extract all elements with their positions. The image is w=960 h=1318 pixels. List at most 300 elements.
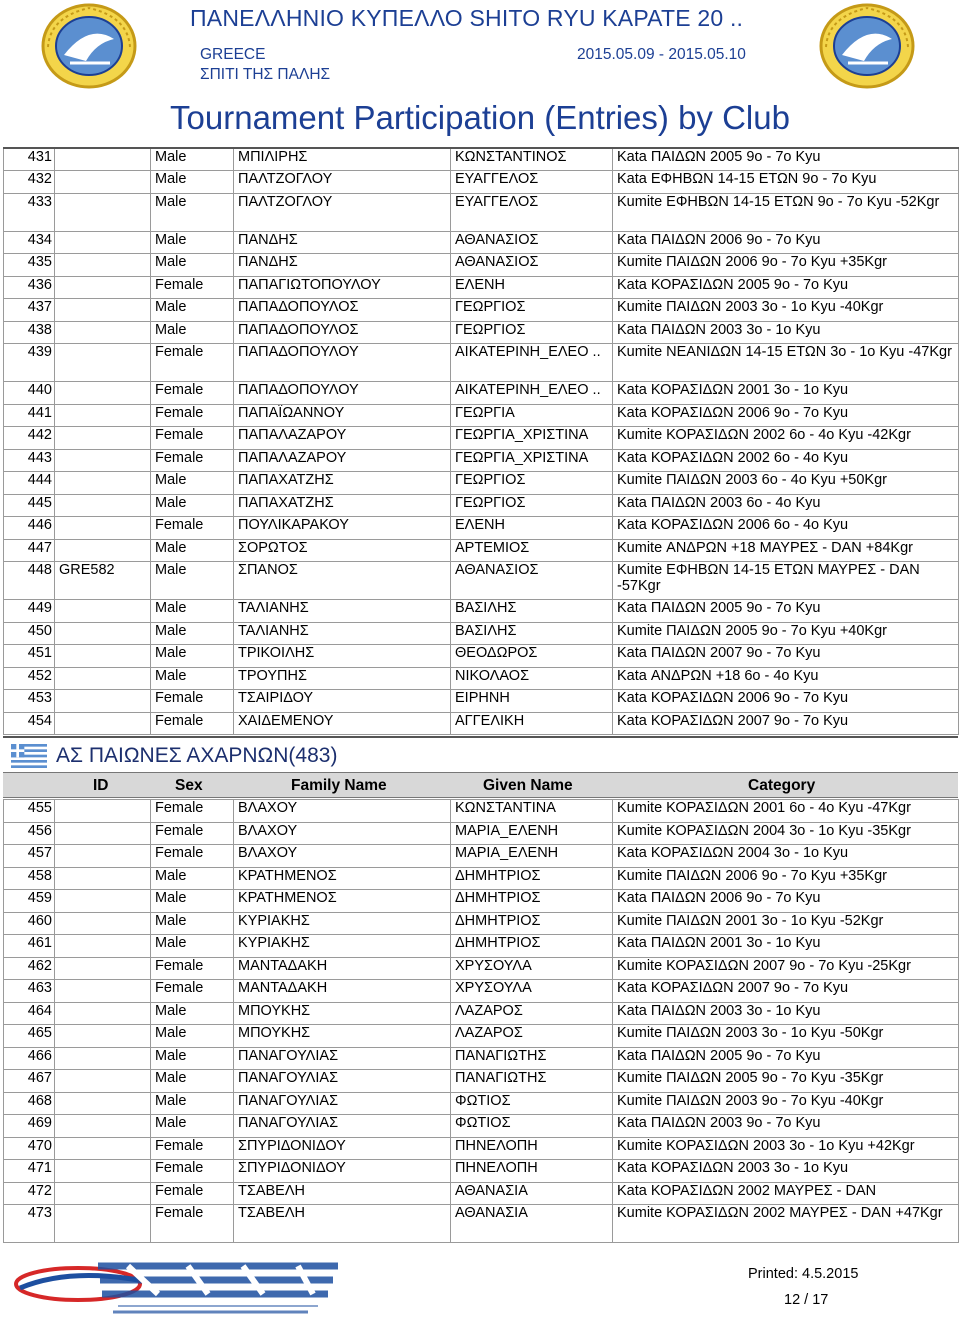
entry-category: Kata ΚΟΡΑΣΙΔΩΝ 2001 3ο - 1ο Kyu — [613, 382, 959, 405]
entry-category: Kata ΚΟΡΑΣΙΔΩΝ 2002 ΜΑΥΡΕΣ - DAN — [613, 1182, 959, 1205]
entry-given-name: ΑΘΑΝΑΣΙΑ — [451, 1182, 613, 1205]
entry-given-name: ΓΕΩΡΓΙΟΣ — [451, 321, 613, 344]
event-title: ΠΑΝΕΛΛΗΝΙΟ ΚΥΠΕΛΛΟ SHITO RYU ΚΑΡΑΤΕ 20 .. — [190, 5, 744, 31]
entry-code — [55, 1070, 151, 1093]
entry-id: 444 — [4, 472, 55, 495]
entry-sex: Male — [151, 667, 234, 690]
entry-given-name: ΧΡΥΣΟΥΛΑ — [451, 957, 613, 980]
entry-family-name: ΠΑΠΑΔΟΠΟΥΛΟΣ — [234, 321, 451, 344]
entry-category: Kumite ΑΝΔΡΩΝ +18 ΜΑΥΡΕΣ - DAN +84Kgr — [613, 539, 959, 562]
table-row — [4, 254, 959, 277]
entry-category: Kata ΚΟΡΑΣΙΔΩΝ 2002 6ο - 4ο Kyu — [613, 449, 959, 472]
entry-id: 450 — [4, 622, 55, 645]
entry-given-name: ΓΕΩΡΓΙΑ_ΧΡΙΣΤΙΝΑ — [451, 427, 613, 450]
entry-family-name: ΠΑΛΤΖΟΓΛΟΥ — [234, 193, 451, 231]
entry-category: Kata ΠΑΙΔΩΝ 2005 9ο - 7ο Kyu — [613, 148, 959, 171]
entry-id: 469 — [4, 1115, 55, 1138]
entry-id: 432 — [4, 171, 55, 194]
entry-given-name: ΔΗΜΗΤΡΙΟΣ — [451, 935, 613, 958]
entry-sex: Male — [151, 935, 234, 958]
entry-id: 472 — [4, 1182, 55, 1205]
entry-sex: Female — [151, 822, 234, 845]
entry-category: Kumite ΕΦΗΒΩΝ 14-15 ΕΤΩΝ 9ο - 7ο Kyu -52Kgr — [613, 193, 959, 231]
entry-category: Kata ΠΑΙΔΩΝ 2006 9ο - 7ο Kyu — [613, 231, 959, 254]
entry-given-name: ΕΥΑΓΓΕΛΟΣ — [451, 193, 613, 231]
entry-family-name: ΜΠΟΥΚΗΣ — [234, 1025, 451, 1048]
entry-category: Kumite ΠΑΙΔΩΝ 2003 3ο - 1ο Kyu -50Kgr — [613, 1025, 959, 1048]
entry-family-name: ΠΑΠΑΛΑΖΑΡΟΥ — [234, 427, 451, 450]
entry-code — [55, 299, 151, 322]
table-row — [4, 912, 959, 935]
entry-family-name: ΚΥΡΙΑΚΗΣ — [234, 912, 451, 935]
entry-given-name: ΠΗΝΕΛΟΠΗ — [451, 1160, 613, 1183]
entry-sex: Female — [151, 980, 234, 1003]
entry-family-name: ΤΣΑΒΕΛΗ — [234, 1205, 451, 1243]
column-header-sex: Sex — [175, 777, 203, 794]
entry-family-name: ΠΑΠΑΪΩΑΝΝΟΥ — [234, 404, 451, 427]
entry-code — [55, 254, 151, 277]
table-row — [4, 1092, 959, 1115]
entry-family-name: ΠΑΠΑΛΑΖΑΡΟΥ — [234, 449, 451, 472]
entry-sex: Male — [151, 1092, 234, 1115]
entry-id: 443 — [4, 449, 55, 472]
entry-sex: Male — [151, 299, 234, 322]
entry-code — [55, 800, 151, 823]
entry-sex: Female — [151, 845, 234, 868]
entry-code — [55, 867, 151, 890]
entry-code — [55, 517, 151, 540]
entry-sex: Female — [151, 344, 234, 382]
entry-code — [55, 622, 151, 645]
entry-family-name: ΚΡΑΤΗΜΕΝΟΣ — [234, 890, 451, 913]
entry-code — [55, 148, 151, 171]
entry-family-name: ΠΑΝΑΓΟΥΛΙΑΣ — [234, 1115, 451, 1138]
entry-sex: Male — [151, 1025, 234, 1048]
entry-family-name: ΤΣΑΙΡΙΔΟΥ — [234, 690, 451, 713]
club-section-header — [3, 736, 958, 772]
entry-family-name: ΜΑΝΤΑΔΑΚΗ — [234, 980, 451, 1003]
entry-category: Kumite ΚΟΡΑΣΙΔΩΝ 2007 9ο - 7ο Kyu -25Kgr — [613, 957, 959, 980]
entry-id: 446 — [4, 517, 55, 540]
entry-code — [55, 1205, 151, 1243]
entry-category: Kata ΠΑΙΔΩΝ 2003 3ο - 1ο Kyu — [613, 321, 959, 344]
entry-id: 433 — [4, 193, 55, 231]
entry-id: 452 — [4, 667, 55, 690]
entry-id: 462 — [4, 957, 55, 980]
entry-category: Kata ΚΟΡΑΣΙΔΩΝ 2004 3ο - 1ο Kyu — [613, 845, 959, 868]
entry-category: Kata ΚΟΡΑΣΙΔΩΝ 2007 9ο - 7ο Kyu — [613, 712, 959, 735]
entry-id: 473 — [4, 1205, 55, 1243]
entry-sex: Female — [151, 449, 234, 472]
entry-id: 453 — [4, 690, 55, 713]
entry-category: Kata ΠΑΙΔΩΝ 2006 9ο - 7ο Kyu — [613, 890, 959, 913]
entry-code: GRE582 — [55, 562, 151, 600]
table-row — [4, 1115, 959, 1138]
entry-family-name: ΒΛΑΧΟΥ — [234, 845, 451, 868]
entry-code — [55, 1025, 151, 1048]
entry-code — [55, 276, 151, 299]
entry-category: Kumite ΚΟΡΑΣΙΔΩΝ 2001 6ο - 4ο Kyu -47Kgr — [613, 800, 959, 823]
entry-category: Kumite ΠΑΙΔΩΝ 2001 3ο - 1ο Kyu -52Kgr — [613, 912, 959, 935]
entry-id: 466 — [4, 1047, 55, 1070]
table-row — [4, 193, 959, 231]
table-row — [4, 171, 959, 194]
entry-sex: Male — [151, 912, 234, 935]
entry-code — [55, 980, 151, 1003]
entry-category: Kata ΠΑΙΔΩΝ 2003 9ο - 7ο Kyu — [613, 1115, 959, 1138]
table-row — [4, 1182, 959, 1205]
entry-family-name: ΠΑΛΤΖΟΓΛΟΥ — [234, 171, 451, 194]
entry-family-name: ΜΠΟΥΚΗΣ — [234, 1002, 451, 1025]
entry-code — [55, 1160, 151, 1183]
entry-sex: Female — [151, 957, 234, 980]
entry-category: Kumite ΝΕΑΝΙΔΩΝ 14-15 ΕΤΩΝ 3ο - 1ο Kyu -47Kgr — [613, 344, 959, 382]
entry-given-name: ΛΑΖΑΡΟΣ — [451, 1025, 613, 1048]
entry-code — [55, 1092, 151, 1115]
entry-given-name: ΑΘΑΝΑΣΙΟΣ — [451, 231, 613, 254]
entry-family-name: ΣΠΥΡΙΔΟΝΙΔΟΥ — [234, 1160, 451, 1183]
entry-id: 445 — [4, 494, 55, 517]
entry-given-name: ΧΡΥΣΟΥΛΑ — [451, 980, 613, 1003]
entry-sex: Female — [151, 1160, 234, 1183]
entry-category: Kata ΠΑΙΔΩΝ 2003 3ο - 1ο Kyu — [613, 1002, 959, 1025]
entry-category: Kumite ΠΑΙΔΩΝ 2003 6ο - 4ο Kyu +50Kgr — [613, 472, 959, 495]
entry-id: 449 — [4, 600, 55, 623]
table-row — [4, 231, 959, 254]
entry-sex: Female — [151, 800, 234, 823]
entry-given-name: ΦΩΤΙΟΣ — [451, 1115, 613, 1138]
entry-category: Kumite ΕΦΗΒΩΝ 14-15 ΕΤΩΝ ΜΑΥΡΕΣ - DAN -57Kgr — [613, 562, 959, 600]
entry-code — [55, 822, 151, 845]
entry-given-name: ΑΙΚΑΤΕΡΙΝΗ_ΕΛΕΟ .. — [451, 382, 613, 405]
entry-sex: Female — [151, 276, 234, 299]
entry-given-name: ΑΓΓΕΛΙΚΗ — [451, 712, 613, 735]
entry-id: 460 — [4, 912, 55, 935]
entry-category: Kumite ΚΟΡΑΣΙΔΩΝ 2004 3ο - 1ο Kyu -35Kgr — [613, 822, 959, 845]
entry-id: 465 — [4, 1025, 55, 1048]
entries-table-bottom — [3, 799, 959, 1243]
entry-code — [55, 193, 151, 231]
greece-flag-icon — [9, 744, 49, 768]
entry-given-name: ΚΩΝΣΤΑΝΤΙΝΑ — [451, 800, 613, 823]
entry-category: Kumite ΠΑΙΔΩΝ 2003 3ο - 1ο Kyu -40Kgr — [613, 299, 959, 322]
entry-category: Kata ΚΟΡΑΣΙΔΩΝ 2005 9ο - 7ο Kyu — [613, 276, 959, 299]
entry-id: 459 — [4, 890, 55, 913]
entry-given-name: ΑΘΑΝΑΣΙΟΣ — [451, 254, 613, 277]
entry-family-name: ΤΣΑΒΕΛΗ — [234, 1182, 451, 1205]
table-row — [4, 449, 959, 472]
entry-category: Kata ΚΟΡΑΣΙΔΩΝ 2006 9ο - 7ο Kyu — [613, 690, 959, 713]
entry-category: Kata ΠΑΙΔΩΝ 2001 3ο - 1ο Kyu — [613, 935, 959, 958]
entry-sex: Male — [151, 171, 234, 194]
federation-logo-left-icon — [40, 3, 138, 89]
table-row — [4, 645, 959, 668]
entry-code — [55, 344, 151, 382]
entry-given-name: ΑΘΑΝΑΣΙΑ — [451, 1205, 613, 1243]
entry-family-name: ΣΠΑΝΟΣ — [234, 562, 451, 600]
entry-given-name: ΔΗΜΗΤΡΙΟΣ — [451, 890, 613, 913]
entry-id: 463 — [4, 980, 55, 1003]
entry-id: 437 — [4, 299, 55, 322]
entry-given-name: ΓΕΩΡΓΙΑ — [451, 404, 613, 427]
entry-given-name: ΠΑΝΑΓΙΩΤΗΣ — [451, 1047, 613, 1070]
entry-family-name: ΚΥΡΙΑΚΗΣ — [234, 935, 451, 958]
table-row — [4, 539, 959, 562]
entry-category: Kata ΚΟΡΑΣΙΔΩΝ 2006 9ο - 7ο Kyu — [613, 404, 959, 427]
table-row — [4, 1205, 959, 1243]
entry-family-name: ΤΑΛΙΑΝΗΣ — [234, 622, 451, 645]
table-row — [4, 1047, 959, 1070]
entry-code — [55, 472, 151, 495]
entry-given-name: ΚΩΝΣΤΑΝΤΙΝΟΣ — [451, 148, 613, 171]
table-row — [4, 957, 959, 980]
entry-given-name: ΕΛΕΝΗ — [451, 517, 613, 540]
table-row — [4, 321, 959, 344]
entry-category: Kumite ΚΟΡΑΣΙΔΩΝ 2002 6ο - 4ο Kyu -42Kgr — [613, 427, 959, 450]
entry-category: Kata ΑΝΔΡΩΝ +18 6ο - 4ο Kyu — [613, 667, 959, 690]
entry-family-name: ΚΡΑΤΗΜΕΝΟΣ — [234, 867, 451, 890]
entry-sex: Male — [151, 890, 234, 913]
entry-category: Kumite ΠΑΙΔΩΝ 2005 9ο - 7ο Kyu +40Kgr — [613, 622, 959, 645]
entry-category: Kata ΕΦΗΒΩΝ 14-15 ΕΤΩΝ 9ο - 7ο Kyu — [613, 171, 959, 194]
table-row — [4, 667, 959, 690]
entry-id: 436 — [4, 276, 55, 299]
entry-sex: Female — [151, 1182, 234, 1205]
entry-given-name: ΜΑΡΙΑ_ΕΛΕΝΗ — [451, 822, 613, 845]
entry-family-name: ΠΑΠΑΔΟΠΟΥΛΟΥ — [234, 382, 451, 405]
entry-sex: Male — [151, 600, 234, 623]
entry-id: 439 — [4, 344, 55, 382]
entry-category: Kumite ΠΑΙΔΩΝ 2005 9ο - 7ο Kyu -35Kgr — [613, 1070, 959, 1093]
table-row — [4, 622, 959, 645]
column-header-given-name: Given Name — [483, 777, 573, 794]
table-row — [4, 404, 959, 427]
entry-family-name: ΠΑΝΑΓΟΥΛΙΑΣ — [234, 1047, 451, 1070]
club-name: ΑΣ ΠΑΙΩΝΕΣ ΑΧΑΡΝΩΝ(483) — [56, 744, 338, 767]
entry-family-name: ΠΑΝΑΓΟΥΛΙΑΣ — [234, 1070, 451, 1093]
entry-id: 455 — [4, 800, 55, 823]
table-row — [4, 1070, 959, 1093]
event-country: GREECE — [200, 46, 266, 63]
entry-family-name: ΤΡΟΥΠΗΣ — [234, 667, 451, 690]
entry-code — [55, 539, 151, 562]
entry-given-name: ΔΗΜΗΤΡΙΟΣ — [451, 912, 613, 935]
entry-category: Kumite ΠΑΙΔΩΝ 2003 9ο - 7ο Kyu -40Kgr — [613, 1092, 959, 1115]
entry-id: 470 — [4, 1137, 55, 1160]
table-row — [4, 517, 959, 540]
federation-logo-right-icon — [818, 3, 916, 89]
table-row — [4, 890, 959, 913]
entry-family-name: ΠΑΠΑΧΑΤΖΗΣ — [234, 472, 451, 495]
entry-given-name: ΘΕΟΔΩΡΟΣ — [451, 645, 613, 668]
entry-sex: Female — [151, 427, 234, 450]
entry-family-name: ΠΑΠΑΔΟΠΟΥΛΟΣ — [234, 299, 451, 322]
entries-table-top — [3, 147, 959, 735]
entry-given-name: ΑΘΑΝΑΣΙΟΣ — [451, 562, 613, 600]
entry-code — [55, 427, 151, 450]
entry-given-name: ΓΕΩΡΓΙΟΣ — [451, 494, 613, 517]
entry-code — [55, 712, 151, 735]
entry-code — [55, 1182, 151, 1205]
table-row — [4, 299, 959, 322]
entry-given-name: ΒΑΣΙΛΗΣ — [451, 600, 613, 623]
entry-code — [55, 321, 151, 344]
entry-family-name: ΠΑΠΑΓΙΩΤΟΠΟΥΛΟΥ — [234, 276, 451, 299]
entry-family-name: ΧΑΙΔΕΜΕΝΟΥ — [234, 712, 451, 735]
entry-code — [55, 845, 151, 868]
report-title: Tournament Participation (Entries) by Club — [170, 99, 790, 136]
entry-sex: Female — [151, 382, 234, 405]
column-header-family-name: Family Name — [291, 777, 387, 794]
entry-sex: Female — [151, 712, 234, 735]
entry-id: 457 — [4, 845, 55, 868]
entry-code — [55, 171, 151, 194]
entry-code — [55, 957, 151, 980]
page-number: 12 / 17 — [784, 1292, 829, 1308]
entry-code — [55, 667, 151, 690]
entry-sex: Male — [151, 254, 234, 277]
event-dates: 2015.05.09 - 2015.05.10 — [577, 46, 746, 63]
entry-category: Kata ΚΟΡΑΣΙΔΩΝ 2006 6ο - 4ο Kyu — [613, 517, 959, 540]
entry-sex: Male — [151, 562, 234, 600]
entry-sex: Male — [151, 539, 234, 562]
column-header-id: ID — [93, 777, 109, 794]
entry-id: 431 — [4, 148, 55, 171]
entry-category: Kata ΠΑΙΔΩΝ 2007 9ο - 7ο Kyu — [613, 645, 959, 668]
entry-code — [55, 231, 151, 254]
entry-code — [55, 912, 151, 935]
entry-given-name: ΛΑΖΑΡΟΣ — [451, 1002, 613, 1025]
entry-id: 448 — [4, 562, 55, 600]
table-row — [4, 1137, 959, 1160]
entry-id: 435 — [4, 254, 55, 277]
event-venue: ΣΠΙΤΙ ΤΗΣ ΠΑΛΗΣ — [200, 66, 331, 83]
entry-given-name: ΕΙΡΗΝΗ — [451, 690, 613, 713]
table-row — [4, 276, 959, 299]
entry-sex: Male — [151, 1115, 234, 1138]
entry-id: 468 — [4, 1092, 55, 1115]
entry-family-name: ΤΡΙΚΟΙΛΗΣ — [234, 645, 451, 668]
entry-id: 471 — [4, 1160, 55, 1183]
entry-category: Kumite ΠΑΙΔΩΝ 2006 9ο - 7ο Kyu +35Kgr — [613, 867, 959, 890]
entry-id: 454 — [4, 712, 55, 735]
entry-family-name: ΠΑΝΔΗΣ — [234, 254, 451, 277]
table-row — [4, 935, 959, 958]
column-header-row — [3, 772, 958, 798]
entry-sex: Female — [151, 1137, 234, 1160]
entry-sex: Female — [151, 404, 234, 427]
table-row — [4, 1160, 959, 1183]
table-row — [4, 845, 959, 868]
entry-id: 441 — [4, 404, 55, 427]
entry-family-name: ΒΛΑΧΟΥ — [234, 822, 451, 845]
entry-code — [55, 935, 151, 958]
table-row — [4, 427, 959, 450]
table-row — [4, 712, 959, 735]
entry-given-name: ΒΑΣΙΛΗΣ — [451, 622, 613, 645]
entry-given-name: ΕΥΑΓΓΕΛΟΣ — [451, 171, 613, 194]
entry-given-name: ΔΗΜΗΤΡΙΟΣ — [451, 867, 613, 890]
entry-id: 447 — [4, 539, 55, 562]
entry-given-name: ΓΕΩΡΓΙΑ_ΧΡΙΣΤΙΝΑ — [451, 449, 613, 472]
entry-id: 438 — [4, 321, 55, 344]
entry-family-name: ΣΠΥΡΙΔΟΝΙΔΟΥ — [234, 1137, 451, 1160]
table-row — [4, 800, 959, 823]
table-row — [4, 494, 959, 517]
entry-code — [55, 690, 151, 713]
entry-given-name: ΠΑΝΑΓΙΩΤΗΣ — [451, 1070, 613, 1093]
entry-category: Kumite ΠΑΙΔΩΝ 2006 9ο - 7ο Kyu +35Kgr — [613, 254, 959, 277]
entry-id: 451 — [4, 645, 55, 668]
entry-id: 434 — [4, 231, 55, 254]
entry-category: Kumite ΚΟΡΑΣΙΔΩΝ 2002 ΜΑΥΡΕΣ - DAN +47Kgr — [613, 1205, 959, 1243]
entry-code — [55, 1047, 151, 1070]
entry-category: Kumite ΚΟΡΑΣΙΔΩΝ 2003 3ο - 1ο Kyu +42Kgr — [613, 1137, 959, 1160]
entry-code — [55, 645, 151, 668]
entry-id: 467 — [4, 1070, 55, 1093]
entry-code — [55, 494, 151, 517]
entry-category: Kata ΠΑΙΔΩΝ 2005 9ο - 7ο Kyu — [613, 1047, 959, 1070]
entry-category: Kata ΚΟΡΑΣΙΔΩΝ 2007 9ο - 7ο Kyu — [613, 980, 959, 1003]
entry-given-name: ΓΕΩΡΓΙΟΣ — [451, 472, 613, 495]
table-row — [4, 1002, 959, 1025]
table-row — [4, 600, 959, 623]
entry-sex: Male — [151, 494, 234, 517]
entry-code — [55, 1002, 151, 1025]
entry-given-name: ΦΩΤΙΟΣ — [451, 1092, 613, 1115]
entry-id: 442 — [4, 427, 55, 450]
entry-given-name: ΜΑΡΙΑ_ΕΛΕΝΗ — [451, 845, 613, 868]
entry-id: 458 — [4, 867, 55, 890]
entry-id: 461 — [4, 935, 55, 958]
entry-sex: Male — [151, 645, 234, 668]
entry-given-name: ΝΙΚΟΛΑΟΣ — [451, 667, 613, 690]
table-row — [4, 562, 959, 600]
entry-code — [55, 382, 151, 405]
entry-given-name: ΠΗΝΕΛΟΠΗ — [451, 1137, 613, 1160]
entry-family-name: ΠΟΥΛΙΚΑΡΑΚΟΥ — [234, 517, 451, 540]
entry-family-name: ΒΛΑΧΟΥ — [234, 800, 451, 823]
table-row — [4, 1025, 959, 1048]
table-row — [4, 382, 959, 405]
entry-sex: Male — [151, 1047, 234, 1070]
table-row — [4, 867, 959, 890]
entry-sex: Male — [151, 867, 234, 890]
table-row — [4, 472, 959, 495]
entry-family-name: ΜΠΙΛΙΡΗΣ — [234, 148, 451, 171]
entry-code — [55, 1115, 151, 1138]
sportdata-logo-icon — [8, 1258, 343, 1316]
entry-family-name: ΠΑΝΑΓΟΥΛΙΑΣ — [234, 1092, 451, 1115]
entry-given-name: ΓΕΩΡΓΙΟΣ — [451, 299, 613, 322]
entry-sex: Female — [151, 690, 234, 713]
entry-sex: Male — [151, 148, 234, 171]
entry-sex: Male — [151, 321, 234, 344]
table-row — [4, 148, 959, 171]
entry-code — [55, 404, 151, 427]
table-row — [4, 344, 959, 382]
table-row — [4, 980, 959, 1003]
entry-family-name: ΠΑΠΑΔΟΠΟΥΛΟΥ — [234, 344, 451, 382]
entry-given-name: ΕΛΕΝΗ — [451, 276, 613, 299]
entry-code — [55, 600, 151, 623]
entry-sex: Female — [151, 517, 234, 540]
entry-sex: Male — [151, 622, 234, 645]
entry-family-name: ΜΑΝΤΑΔΑΚΗ — [234, 957, 451, 980]
entry-code — [55, 449, 151, 472]
entry-family-name: ΣΟΡΩΤΟΣ — [234, 539, 451, 562]
entry-id: 464 — [4, 1002, 55, 1025]
